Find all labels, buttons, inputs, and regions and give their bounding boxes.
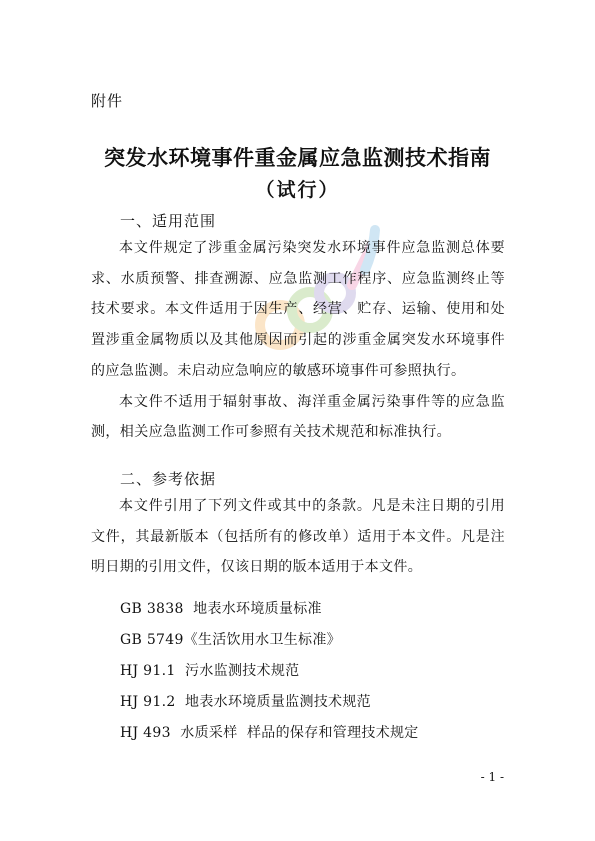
section-heading-references: 二、参考依据 (120, 470, 217, 488)
reference-item: HJ 91.1 污水监测技术规范 (120, 663, 300, 679)
page-number: - 1 - (480, 770, 504, 784)
section-heading-scope: 一、适用范围 (120, 212, 217, 230)
paragraph: 本文件不适用于辐射事故、海洋重金属污染事件等的应急监测，相关应急监测工作可参照有关技术规范和标准执行。 (91, 393, 505, 441)
reference-item: GB 5749《生活饮用水卫生标准》 (120, 632, 341, 648)
reference-item: HJ 91.2 地表水环境质量监测技术规范 (120, 694, 371, 710)
paragraph: 本文件引用了下列文件或其中的条款。凡是未注日期的引用文件，其最新版本（包括所有的修改单）适用于本文件。凡是注明日期的引用文件，仅该日期的版本适用于本文件。 (91, 498, 505, 576)
document-title: 突发水环境事件重金属应急监测技术指南 (104, 145, 491, 170)
section-references-body (91, 491, 505, 583)
document-subtitle: （试行） (255, 179, 340, 201)
reference-item: HJ 493 水质采样 样品的保存和管理技术规定 (120, 725, 419, 741)
attachment-label: 附件 (91, 92, 124, 110)
reference-item: GB 3838 地表水环境质量标准 (120, 601, 322, 617)
paragraph: 本文件规定了涉重金属污染突发水环境事件应急监测总体要求、水质预警、排查溯源、应急监测工作程序、应急监测终止等技术要求。本文件适用于因生产、经营、贮存、运输、使用和处置涉重金属物质以及其他原因而引起的涉重金属突发水环境事件的应急监测。未启动应急响应的敏感环境事件可参照执行。 (91, 240, 505, 379)
section-scope-body (91, 233, 505, 448)
